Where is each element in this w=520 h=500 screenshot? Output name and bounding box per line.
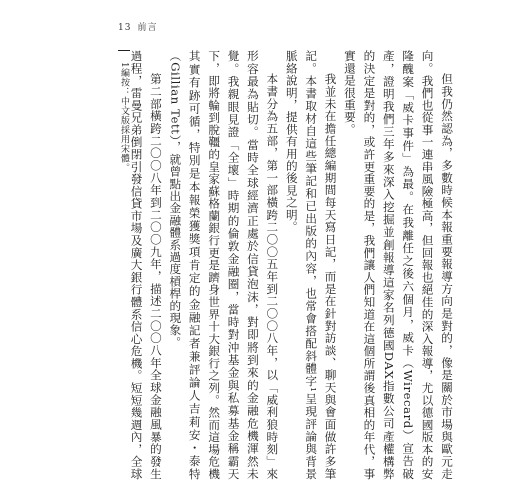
body-text — [126, 50, 456, 480]
paragraph-1: 但我仍然認為，多數時候本報重要報導方向是對的，像是關於市場與歐元走向。我們也從事一連串風險極高，但回報也絕佳的深入報導，尤以德國版本的安隆醜案「威卡事件」為最。在我離任之後六個月，威卡（Wirecard）宣告破產，證明我們三年多來深入挖掘並創報導這家名列德國DAX指數公司產權構弊的決定是對的，或許更重要的是，我們讓人們知道在這個所謂後真相的年代，事實還是很重要。 — [342, 50, 454, 480]
side-note: 1編按：中文版採用宋體。 — [119, 62, 129, 173]
paragraph-4: 第二部橫跨二〇〇八年到二〇〇九年，描述二〇〇八年全球金融風暴的發生過程，雷曼兄弟倒閉引發信貸市場及廣大銀行體系信心危機。短短幾週內，全球 — [129, 50, 163, 480]
paragraph-2: 我並未在擔任總編期間每天寫日記，而是在針對訪談、聊天與會面做許多筆記。本書取材自這些筆記和已出版的內容，也常會搭配斜體字¹呈現評論與背景脈絡說明，提供有用的後見之明。 — [284, 50, 338, 480]
page-number: 13 — [118, 23, 132, 33]
running-title: 前言 — [137, 23, 158, 33]
paragraph-3: 本書分為五部，第一部橫跨二〇〇五年到二〇〇八年，以「威利狼時刻」來形容最為貼切。當時全球經濟正處於信貸泡沫，對即將到來的金融危機渾然未覺。我親眼見證「全壞」時期的倫敦金融圈，當時對沖基金與私募基金稱霸天下，即將輪到脫韁的皇家蘇格蘭銀行更是躋身世界十大銀行之列。然而這場危機其實有跡可循，特別是本報榮獲獎項肯定的金融記者兼評論人吉莉安・泰特（Gillian Tett），就曾點出金融體系過度槓桿的現象。 — [168, 50, 280, 480]
running-header — [118, 20, 157, 33]
